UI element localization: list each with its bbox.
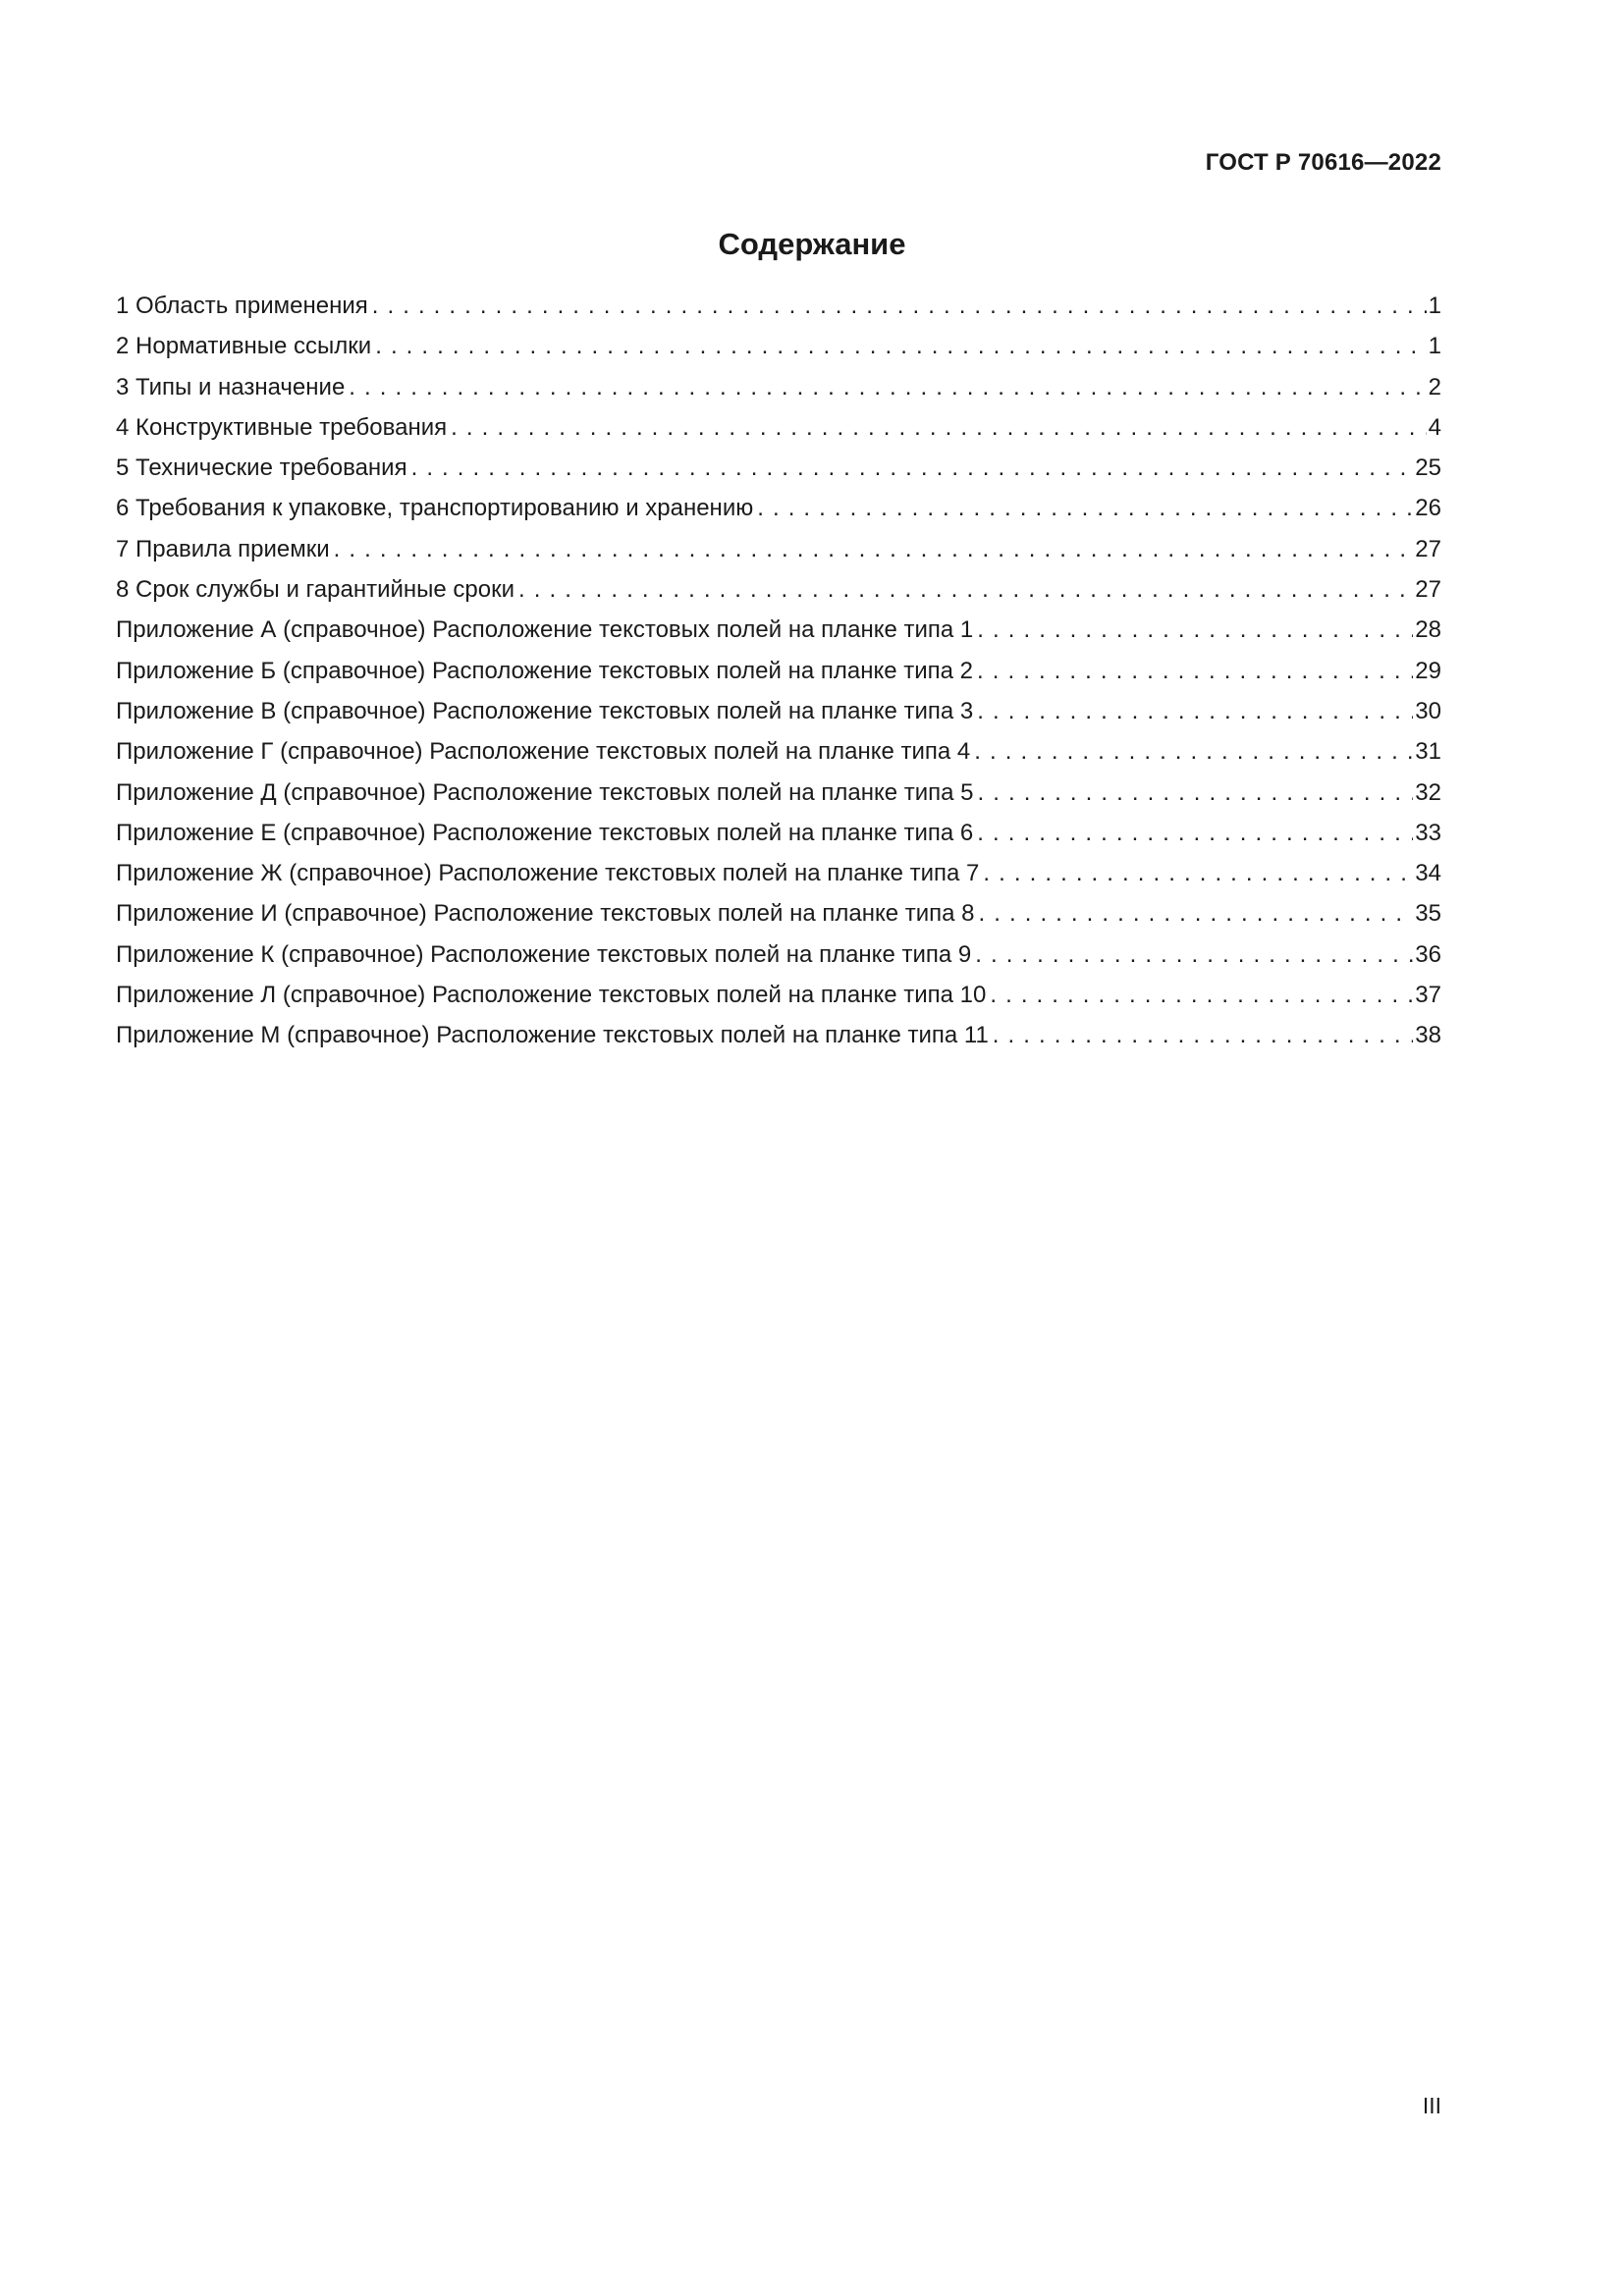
toc-item-label: 2 Нормативные ссылки [116, 333, 372, 360]
toc-item[interactable] [116, 448, 1441, 488]
toc-leader-dots [349, 367, 1426, 407]
toc-item-label: 5 Технические требования [116, 454, 407, 482]
toc-item-page: 2 [1428, 373, 1441, 400]
toc-item[interactable] [116, 367, 1441, 407]
toc-item-label: Приложение В (справочное) Расположение текстовых полей на планке типа 3 [116, 697, 974, 724]
toc-item-page: 26 [1415, 495, 1441, 522]
toc-title: Содержание [718, 227, 906, 261]
toc-leader-dots [518, 569, 1413, 610]
toc-item-page: 29 [1415, 657, 1441, 684]
toc-item-label: Приложение Г (справочное) Расположение текстовых полей на планке типа 4 [116, 738, 971, 766]
toc-leader-dots [977, 691, 1413, 731]
toc-item[interactable] [116, 610, 1441, 650]
toc-item-label: 3 Типы и назначение [116, 373, 346, 400]
toc-item-page: 4 [1428, 413, 1441, 441]
toc-item-page: 28 [1415, 616, 1441, 644]
toc-item-page: 27 [1415, 576, 1441, 604]
toc-item-label: Приложение Д (справочное) Расположение текстовых полей на планке типа 5 [116, 778, 974, 806]
table-of-contents [116, 286, 1441, 1056]
toc-item-page: 30 [1415, 697, 1441, 724]
toc-item[interactable] [116, 488, 1441, 528]
toc-leader-dots [977, 610, 1413, 650]
toc-leader-dots [983, 853, 1413, 893]
toc-item[interactable] [116, 773, 1441, 813]
toc-item-page: 1 [1428, 293, 1441, 319]
toc-item-label: 8 Срок службы и гарантийные сроки [116, 576, 514, 604]
toc-item[interactable] [116, 893, 1441, 934]
toc-leader-dots [975, 934, 1413, 975]
toc-item-label: Приложение Л (справочное) Расположение текстовых полей на планке типа 10 [116, 982, 987, 1009]
toc-item-page: 1 [1428, 333, 1441, 360]
toc-item-label: 7 Правила приемки [116, 535, 330, 562]
toc-item-label: 6 Требования к упаковке, транспортированию и хранению [116, 495, 754, 522]
toc-item[interactable] [116, 934, 1441, 975]
toc-item-label: Приложение К (справочное) Расположение текстовых полей на планке типа 9 [116, 940, 972, 968]
toc-leader-dots [372, 286, 1427, 326]
toc-leader-dots [757, 488, 1413, 528]
toc-item[interactable] [116, 975, 1441, 1015]
toc-leader-dots [993, 1015, 1414, 1055]
toc-leader-dots [334, 529, 1414, 569]
toc-item[interactable] [116, 569, 1441, 610]
toc-item-page: 25 [1415, 454, 1441, 482]
toc-leader-dots [451, 407, 1427, 448]
toc-item-label: Приложение И (справочное) Расположение текстовых полей на планке типа 8 [116, 900, 975, 928]
toc-item-label: Приложение А (справочное) Расположение текстовых полей на планке типа 1 [116, 616, 974, 644]
page-number: III [1422, 2093, 1441, 2118]
toc-item-page: 27 [1415, 535, 1441, 562]
toc-leader-dots [977, 651, 1413, 691]
toc-leader-dots [375, 326, 1426, 366]
toc-item-label: 1 Область применения [116, 293, 368, 319]
toc-item[interactable] [116, 326, 1441, 366]
toc-leader-dots [974, 731, 1413, 772]
toc-leader-dots [411, 448, 1414, 488]
toc-item-page: 31 [1415, 738, 1441, 766]
toc-leader-dots [978, 773, 1414, 813]
toc-item[interactable] [116, 853, 1441, 893]
toc-item-page: 35 [1415, 900, 1441, 928]
toc-item-page: 32 [1415, 778, 1441, 806]
toc-item-page: 37 [1415, 982, 1441, 1009]
toc-item-label: Приложение М (справочное) Расположение текстовых полей на планке типа 11 [116, 1022, 989, 1049]
toc-leader-dots [977, 813, 1413, 853]
toc-item[interactable] [116, 286, 1441, 326]
toc-leader-dots [979, 893, 1414, 934]
toc-item[interactable] [116, 1015, 1441, 1055]
toc-item[interactable] [116, 651, 1441, 691]
toc-item[interactable] [116, 813, 1441, 853]
toc-item-label: Приложение Ж (справочное) Расположение текстовых полей на планке типа 7 [116, 860, 980, 887]
toc-leader-dots [990, 975, 1413, 1015]
toc-item-label: Приложение Е (справочное) Расположение текстовых полей на планке типа 6 [116, 819, 974, 846]
toc-item[interactable] [116, 691, 1441, 731]
toc-item[interactable] [116, 407, 1441, 448]
toc-item-label: 4 Конструктивные требования [116, 413, 448, 441]
toc-item[interactable] [116, 731, 1441, 772]
toc-item[interactable] [116, 529, 1441, 569]
toc-item-page: 34 [1415, 860, 1441, 887]
document-code: ГОСТ Р 70616—2022 [1205, 149, 1441, 176]
toc-item-page: 36 [1415, 940, 1441, 968]
toc-item-page: 33 [1415, 819, 1441, 846]
toc-item-label: Приложение Б (справочное) Расположение текстовых полей на планке типа 2 [116, 657, 973, 684]
toc-item-page: 38 [1415, 1022, 1441, 1049]
